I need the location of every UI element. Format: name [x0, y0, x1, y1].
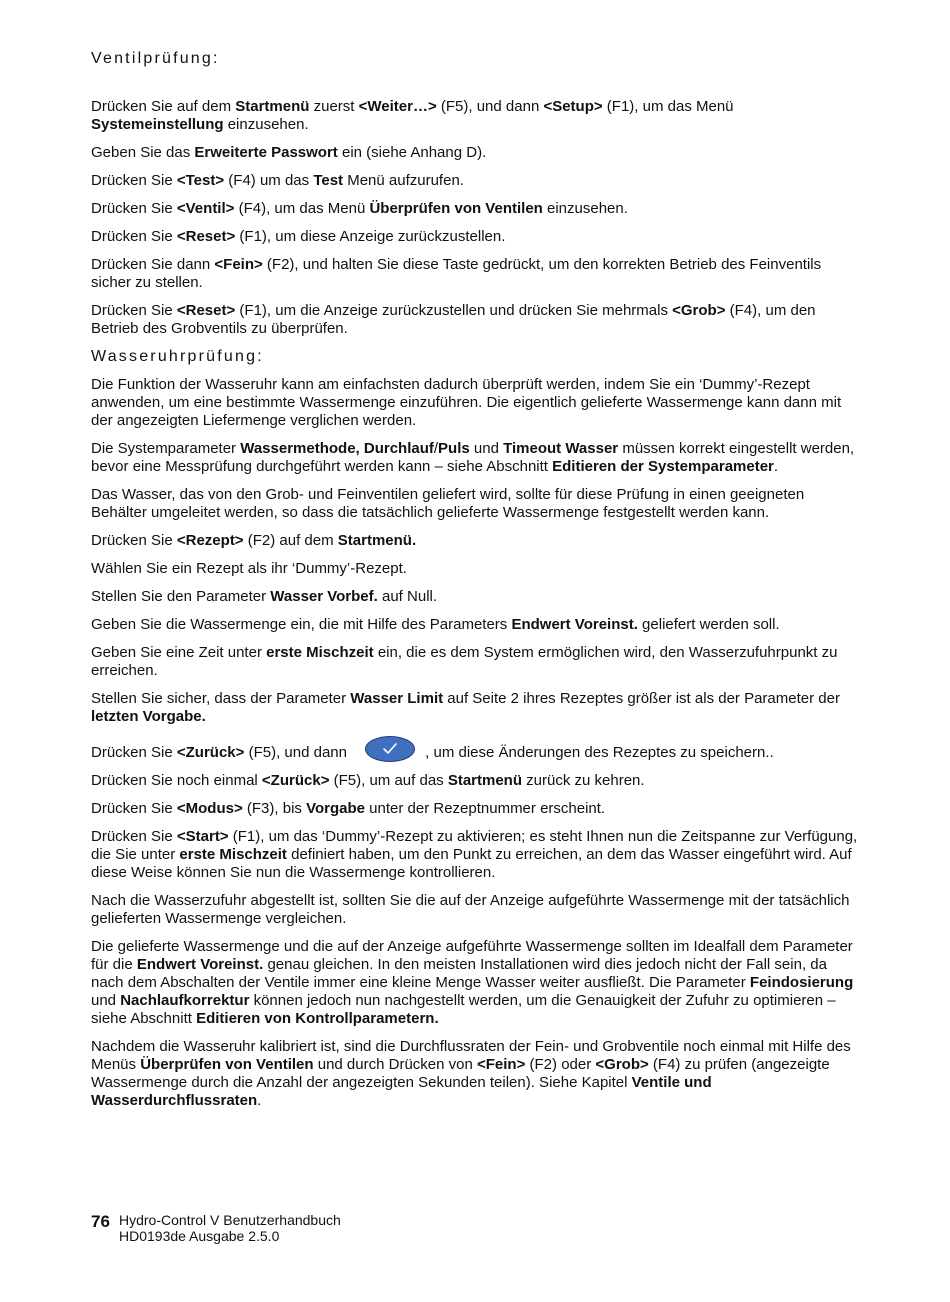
bold-term: <Rezept>	[176, 532, 244, 549]
text-run: einzusehen.	[223, 116, 309, 133]
bold-term: <Zurück>	[176, 744, 245, 761]
text-run: Nach die Wasserzufuhr abgestellt ist, sollten Sie die auf der Anzeige aufgeführte Wassermenge mit der tatsächlich gelieferten Wassermenge vergleichen.	[91, 892, 850, 927]
paragraph	[91, 256, 861, 292]
text-run: , um diese Änderungen des Rezeptes zu speichern..	[425, 744, 774, 761]
text-run: Drücken Sie	[91, 532, 177, 549]
text-run: Drücken Sie auf dem	[91, 98, 236, 115]
text-run: Drücken Sie	[91, 828, 177, 845]
text-run: Die gelieferte Wassermenge und die auf der Anzeige aufgeführte Wassermenge sollten im Idealfall dem Parameter für die	[91, 938, 853, 973]
bold-term: Feindosierung	[749, 974, 854, 991]
paragraph	[91, 800, 861, 818]
paragraph	[91, 440, 861, 476]
bold-term: Nachlaufkorrektur	[120, 992, 250, 1009]
bold-term: erste Mischzeit	[179, 846, 287, 863]
bold-term: <Setup>	[543, 98, 603, 115]
text-run: definiert haben, um den Punkt zu erreichen, an dem das Wasser eingeführt wird. Auf diese Weise können Sie nun die Wassermenge kontrollieren.	[91, 846, 852, 881]
text-run: Nachdem die Wasseruhr kalibriert ist, sind die Durchflussraten der Fein- und Grobventile noch einmal mit Hilfe des Menüs	[91, 1038, 851, 1073]
text-run: (F4) zu prüfen (angezeigte Wassermenge durch die Anzahl der angezeigten Sekunden teilen). Siehe Kapitel	[91, 1056, 830, 1091]
text-run: Stellen Sie sicher, dass der Parameter	[91, 690, 351, 707]
text-run: Drücken Sie dann	[91, 256, 215, 273]
paragraph	[91, 486, 861, 522]
bold-term: <Weiter…>	[358, 98, 437, 115]
text-run: müssen korrekt eingestellt werden, bevor eine Messprüfung durchgeführt werden kann – siehe Abschnitt	[91, 440, 855, 475]
text-run: zurück zu kehren.	[522, 772, 645, 789]
footer-text	[119, 1212, 341, 1244]
paragraph	[91, 302, 861, 338]
bold-term: Startmenü	[447, 772, 523, 789]
text-run: auf Seite 2 ihres Rezeptes größer ist als der Parameter der	[443, 690, 840, 707]
bold-term: Systemeinstellung	[91, 116, 224, 133]
text-run: (F4) um das	[224, 172, 314, 189]
text-run: (F1), um die Anzeige zurückzustellen und drücken Sie mehrmals	[235, 302, 673, 319]
text-run: ein (siehe Anhang D).	[337, 144, 487, 161]
text-run: Drücken Sie	[91, 200, 177, 217]
text-run: Die Funktion der Wasseruhr kann am einfachsten dadurch überprüft werden, indem Sie ein ‘Dummy’-Rezept anwenden, um eine bestimmte Wassermenge einzuführen. Die eigentlich gelieferte Wassermenge kann dann mit der angezeigten Liefermenge verglichen werden.	[91, 376, 842, 429]
manual-title: Hydro-Control V Benutzerhandbuch	[119, 1212, 341, 1228]
check-icon	[382, 742, 398, 756]
paragraph	[91, 690, 861, 726]
bold-term: Endwert Voreinst.	[136, 956, 264, 973]
text-run: Die Systemparameter	[91, 440, 241, 457]
text-run: (F2) oder	[525, 1056, 596, 1073]
paragraph	[91, 144, 861, 162]
bold-term: Vorgabe	[306, 800, 365, 817]
text-run: auf Null.	[377, 588, 438, 605]
text-run: (F5), um auf das	[329, 772, 448, 789]
bold-term: Wassermethode, Durchlauf	[240, 440, 434, 457]
bold-term: Wasser Vorbef.	[270, 588, 378, 605]
section-ventilpruefung	[91, 98, 861, 338]
page-number: 76	[91, 1212, 110, 1231]
text-run: Drücken Sie	[91, 228, 177, 245]
text-run: Menü aufzurufen.	[343, 172, 464, 189]
paragraph	[91, 200, 861, 218]
page-content	[91, 50, 861, 1120]
text-run: (F4), um den Betrieb des Grobventils zu überprüfen.	[91, 302, 816, 337]
section-heading-wasseruhrpruefung: Wasseruhrprüfung:	[91, 348, 264, 365]
paragraph	[91, 1038, 861, 1110]
text-run: .	[773, 458, 779, 475]
text-run: Das Wasser, das von den Grob- und Feinventilen geliefert wird, sollte für diese Prüfung in einen geeigneten Behälter umgeleitet werden, so dass die tatsächlich gelieferte Wassermenge festgestellt werden kann.	[91, 486, 805, 521]
text-run: unter der Rezeptnummer erscheint.	[364, 800, 606, 817]
text-run: (F5), und dann	[436, 98, 544, 115]
paragraph	[91, 644, 861, 680]
text-run: (F3), bis	[242, 800, 307, 817]
text-run: ein, die es dem System ermöglichen wird, den Wasserzufuhrpunkt zu erreichen.	[91, 644, 838, 679]
bold-term: <Fein>	[477, 1056, 526, 1073]
bold-term: <Grob>	[595, 1056, 649, 1073]
section-wasseruhrpruefung	[91, 376, 861, 1110]
paragraph	[91, 376, 861, 430]
paragraph	[91, 532, 861, 550]
confirm-button-icon	[365, 736, 415, 762]
text-run: (F1), um das ‘Dummy’-Rezept zu aktivieren; es steht Ihnen nun die Zeitspanne zur Verfügung, die Sie unter	[91, 828, 858, 863]
text-run: zuerst	[309, 98, 359, 115]
paragraph	[91, 98, 861, 134]
bold-term: Editieren der Systemparameter	[552, 458, 774, 475]
text-run: /	[433, 440, 439, 457]
paragraph	[91, 828, 861, 882]
bold-term: Endwert Voreinst.	[511, 616, 638, 633]
text-run: geliefert werden soll.	[637, 616, 780, 633]
bold-term: Editieren von Kontrollparametern.	[196, 1010, 439, 1027]
bold-term: <Zurück>	[261, 772, 330, 789]
bold-term: Test	[313, 172, 344, 189]
text-run: und	[91, 992, 121, 1009]
text-run: (F2), und halten Sie diese Taste gedrückt, um den korrekten Betrieb des Feinventils sicher zu stellen.	[91, 256, 822, 291]
bold-term: erste Mischzeit	[266, 644, 374, 661]
bold-term: <Reset>	[176, 228, 236, 245]
text-run: (F5), und dann	[244, 744, 352, 761]
bold-term: Startmenü	[235, 98, 310, 115]
paragraph	[91, 772, 861, 790]
text-run: Geben Sie die Wassermenge ein, die mit Hilfe des Parameters	[91, 616, 512, 633]
bold-term: <Ventil>	[176, 200, 235, 217]
text-run: (F4), um das Menü	[234, 200, 370, 217]
text-run: (F1), um diese Anzeige zurückzustellen.	[235, 228, 506, 245]
bold-term: Wasser Limit	[350, 690, 444, 707]
paragraph	[91, 588, 861, 606]
bold-term: <Test>	[176, 172, 225, 189]
text-run: .	[257, 1092, 262, 1109]
text-run: Drücken Sie	[91, 744, 177, 761]
section-heading-ventilpruefung: Ventilprüfung:	[91, 50, 220, 67]
text-run: Wählen Sie ein Rezept als ihr ‘Dummy’-Rezept.	[91, 560, 407, 577]
text-run: genau gleichen. In den meisten Installationen wird dies jedoch nicht der Fall sein, da nach dem Abschalten der Ventile immer eine kleine Menge Wasser weiter ausfließt. Die Parameter	[91, 956, 827, 991]
text-run: (F2) auf dem	[243, 532, 338, 549]
bold-term: <Fein>	[214, 256, 263, 273]
bold-term: Startmenü.	[337, 532, 417, 549]
text-run: einzusehen.	[542, 200, 628, 217]
text-run: Drücken Sie	[91, 302, 177, 319]
text-run: können jedoch nun nachgestellt werden, um die Genauigkeit der Zufuhr zu optimieren – siehe Abschnitt	[91, 992, 836, 1027]
text-run: Drücken Sie	[91, 172, 177, 189]
paragraph	[91, 228, 861, 246]
manual-edition: HD0193de Ausgabe 2.5.0	[119, 1228, 280, 1244]
paragraph	[91, 616, 861, 634]
paragraph	[91, 892, 861, 928]
bold-term: Erweiterte Passwort	[194, 144, 338, 161]
paragraph	[91, 560, 861, 578]
bold-term: <Grob>	[672, 302, 726, 319]
text-run: (F1), um das Menü	[602, 98, 734, 115]
text-run: Drücken Sie	[91, 800, 177, 817]
text-run: und	[469, 440, 504, 457]
bold-term: Puls	[438, 440, 470, 457]
bold-term: Ventile und Wasserdurchflussraten	[91, 1074, 712, 1109]
bold-term: <Modus>	[176, 800, 243, 817]
bold-term: <Start>	[176, 828, 229, 845]
bold-term: Überprüfen von Ventilen	[140, 1056, 314, 1073]
paragraph	[91, 736, 861, 762]
text-run: Geben Sie eine Zeit unter	[91, 644, 267, 661]
paragraph	[91, 938, 861, 1028]
text-run: Geben Sie das	[91, 144, 195, 161]
bold-term: letzten Vorgabe.	[91, 708, 206, 725]
bold-term: <Reset>	[176, 302, 236, 319]
paragraph	[91, 172, 861, 190]
bold-term: Timeout Wasser	[503, 440, 619, 457]
bold-term: Überprüfen von Ventilen	[369, 200, 543, 217]
text-run: Stellen Sie den Parameter	[91, 588, 271, 605]
text-run: und durch Drücken von	[313, 1056, 477, 1073]
text-run: Drücken Sie noch einmal	[91, 772, 262, 789]
